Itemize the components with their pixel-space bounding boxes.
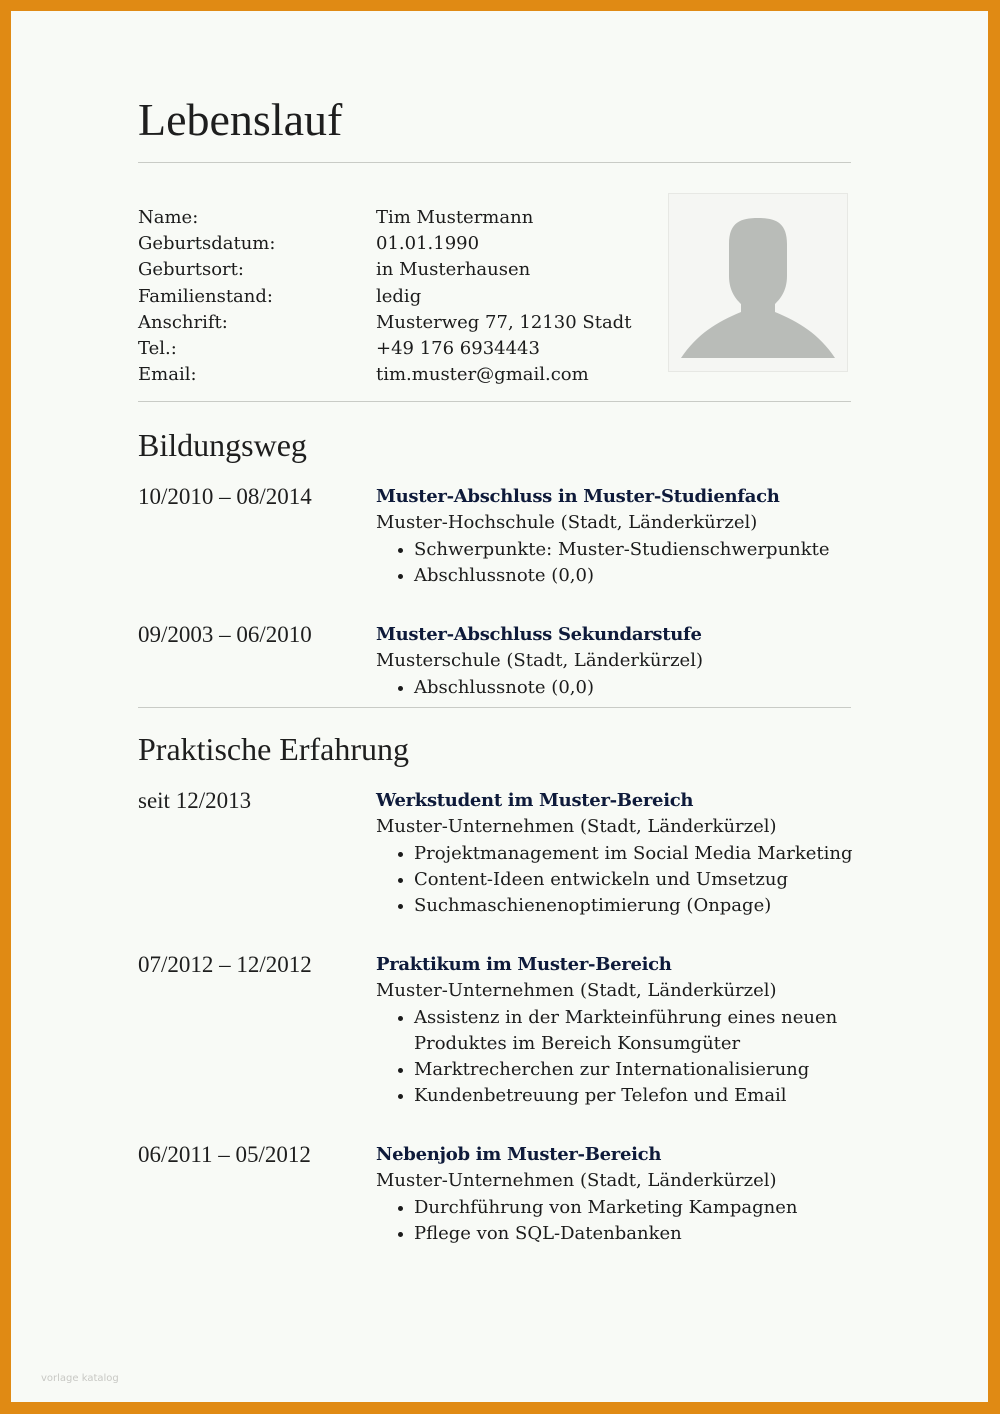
personal-label: Name:: [138, 207, 199, 228]
divider: [138, 401, 851, 402]
entry-institution: Muster-Hochschule (Stadt, Länderkürzel): [376, 512, 758, 534]
divider: [138, 707, 851, 708]
list-item: Schwerpunkte: Muster-Studienschwerpunkte: [376, 537, 856, 563]
section-title-experience: Praktische Erfahrung: [138, 731, 410, 767]
list-item: Projektmanagement im Social Media Marketing: [376, 841, 856, 867]
entry-body: [376, 622, 856, 701]
entry-bullets: [376, 841, 856, 920]
list-item: Abschlussnote (0,0): [376, 563, 856, 589]
personal-label: Email:: [138, 364, 197, 386]
entry-bullets: [376, 675, 856, 701]
entry-institution: Muster-Unternehmen (Stadt, Länderkürzel): [376, 816, 777, 838]
entry-bullets: [376, 1195, 856, 1248]
entry-institution: Muster-Unternehmen (Stadt, Länderkürzel): [376, 980, 777, 1002]
list-item: Suchmaschienenoptimierung (Onpage): [376, 893, 856, 919]
personal-value: 01.01.1990: [376, 233, 480, 255]
list-item: Abschlussnote (0,0): [376, 675, 856, 701]
list-item: Kundenbetreuung per Telefon und Email: [376, 1083, 856, 1109]
list-item: Marktrecherchen zur Internationalisierung: [376, 1057, 856, 1083]
entry-institution: Muster-Unternehmen (Stadt, Länderkürzel): [376, 1170, 777, 1192]
entry-body: [376, 1142, 856, 1247]
entry-title: Nebenjob im Muster-Bereich: [376, 1144, 662, 1165]
entry-bullets: [376, 1005, 856, 1110]
personal-label: Anschrift:: [138, 311, 228, 333]
list-item: Pflege von SQL-Datenbanken: [376, 1221, 856, 1247]
personal-label: Geburtsort:: [138, 259, 244, 281]
section-title-education: Bildungsweg: [138, 427, 307, 463]
entry-date: 09/2003 – 06/2010: [138, 622, 312, 647]
entry-title: Werkstudent im Muster-Bereich: [376, 790, 694, 811]
personal-label: Tel.:: [138, 337, 177, 359]
profile-photo: [668, 193, 848, 372]
entry-title: Muster-Abschluss Sekundarstufe: [376, 624, 702, 645]
email-value: tim.muster@gmail.com: [376, 364, 589, 386]
personal-value: in Musterhausen: [376, 259, 531, 281]
entry-body: [376, 788, 856, 919]
entry-date: seit 12/2013: [138, 788, 252, 813]
entry-title: Praktikum im Muster-Bereich: [376, 954, 672, 975]
entry-body: [376, 952, 856, 1110]
entry-title: Muster-Abschluss in Muster-Studienfach: [376, 486, 780, 507]
personal-value: Tim Mustermann: [376, 207, 534, 228]
entry-date: 06/2011 – 05/2012: [138, 1142, 311, 1167]
entry-date: 07/2012 – 12/2012: [138, 952, 312, 977]
personal-value: +49 176 6934443: [376, 337, 540, 359]
personal-value: Musterweg 77, 12130 Stadt: [376, 311, 632, 333]
list-item: Assistenz in der Markteinführung eines neuen Produktes im Bereich Konsumgüter: [376, 1005, 856, 1058]
watermark: vorlage katalog: [41, 1373, 119, 1384]
entry-bullets: [376, 537, 856, 590]
entry-date: 10/2010 – 08/2014: [138, 484, 312, 509]
list-item: Durchführung von Marketing Kampagnen: [376, 1195, 856, 1221]
personal-label: Geburtsdatum:: [138, 233, 276, 255]
entry-body: [376, 484, 856, 589]
personal-label: Familienstand:: [138, 285, 273, 307]
person-silhouette-icon: [669, 194, 847, 371]
entry-institution: Musterschule (Stadt, Länderkürzel): [376, 650, 703, 672]
cv-page: [11, 11, 988, 1402]
list-item: Content-Ideen entwickeln und Umsetzug: [376, 867, 856, 893]
page-title: Lebenslauf: [138, 94, 343, 145]
divider: [138, 162, 851, 163]
personal-value: ledig: [376, 285, 422, 307]
